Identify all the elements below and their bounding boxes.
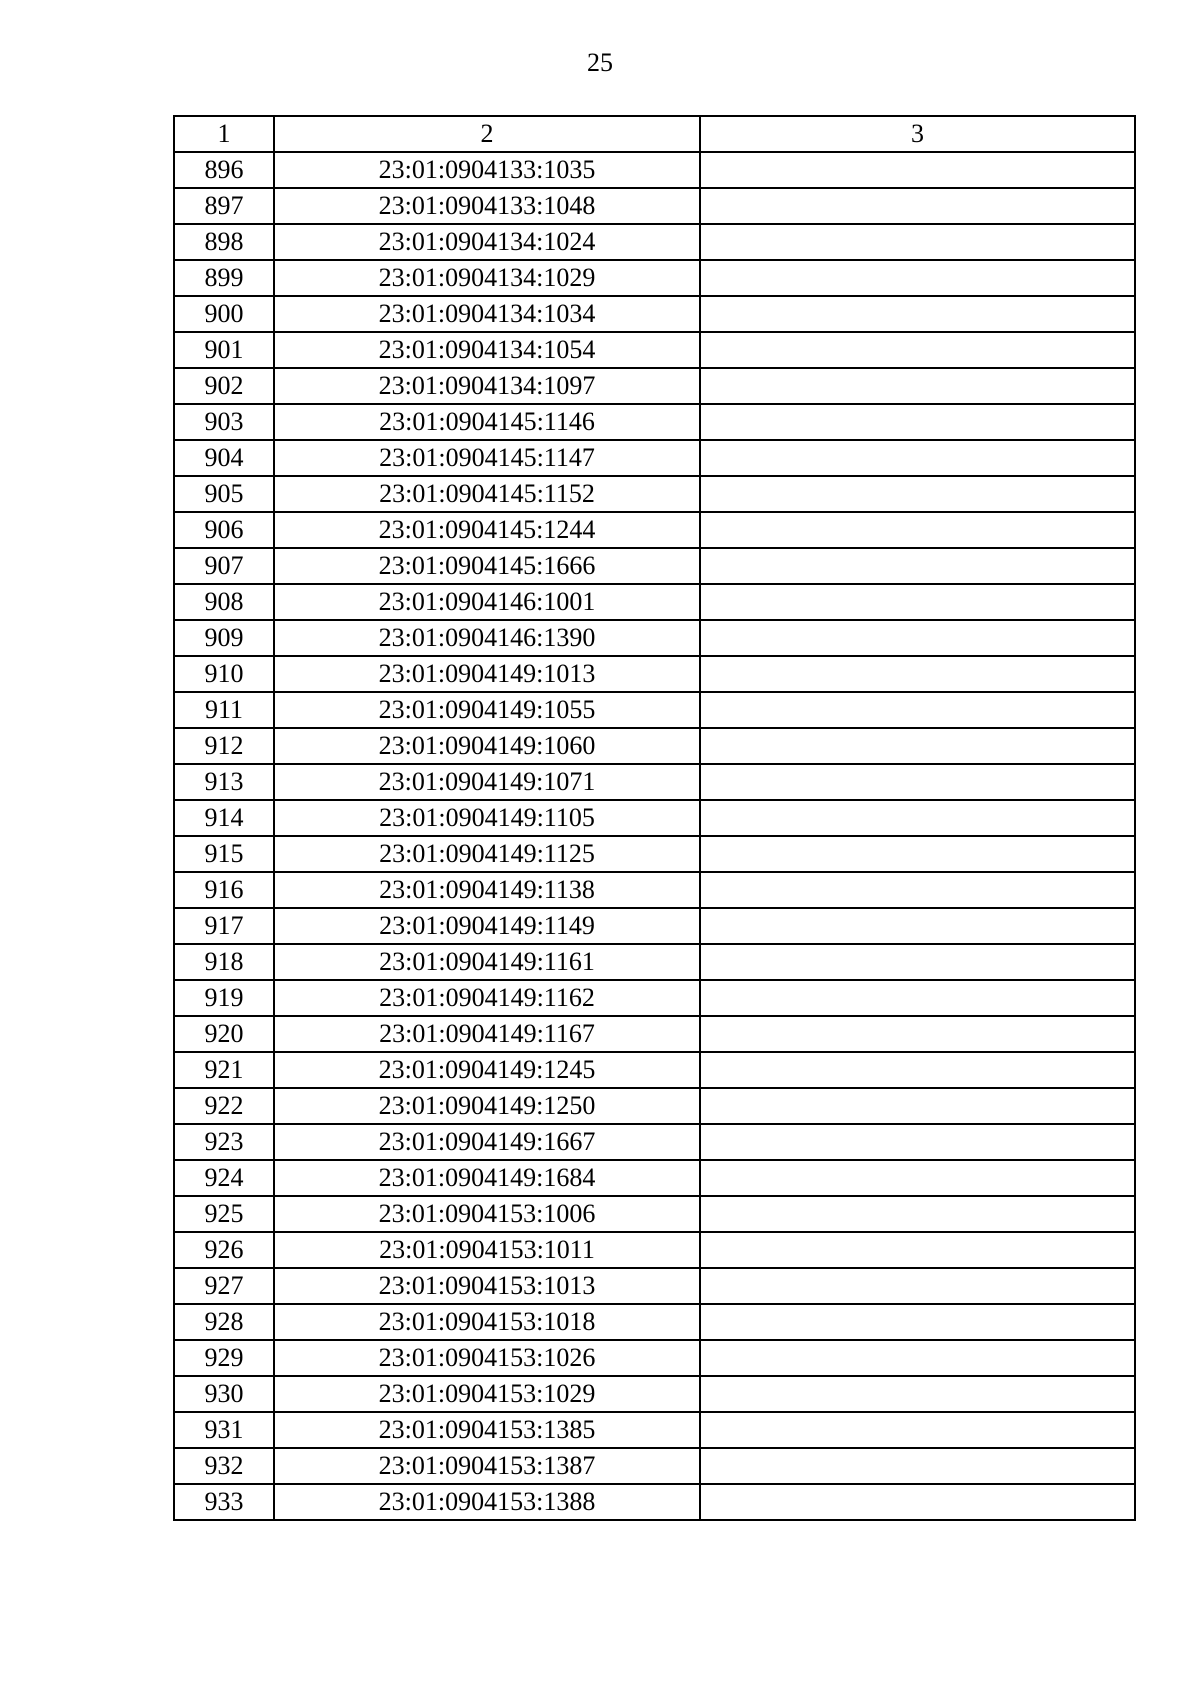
cadastral-number-cell: 23:01:0904145:1244 <box>274 512 700 548</box>
cadastral-number-cell: 23:01:0904153:1006 <box>274 1196 700 1232</box>
row-number-cell: 908 <box>174 584 274 620</box>
cadastral-number-cell: 23:01:0904149:1071 <box>274 764 700 800</box>
table-row <box>174 1484 1135 1520</box>
cadastral-number-cell: 23:01:0904149:1167 <box>274 1016 700 1052</box>
table-row <box>174 188 1135 224</box>
note-cell <box>700 332 1135 368</box>
note-cell <box>700 1088 1135 1124</box>
table-row <box>174 1448 1135 1484</box>
cadastral-number-cell: 23:01:0904153:1026 <box>274 1340 700 1376</box>
note-cell <box>700 764 1135 800</box>
note-cell <box>700 1448 1135 1484</box>
table-header <box>174 116 1135 152</box>
table-row <box>174 1412 1135 1448</box>
row-number-cell: 932 <box>174 1448 274 1484</box>
row-number-cell: 900 <box>174 296 274 332</box>
table-row <box>174 1124 1135 1160</box>
note-cell <box>700 1232 1135 1268</box>
table-row <box>174 1340 1135 1376</box>
note-cell <box>700 1376 1135 1412</box>
cadastral-number-cell: 23:01:0904134:1034 <box>274 296 700 332</box>
row-number-cell: 902 <box>174 368 274 404</box>
note-cell <box>700 1412 1135 1448</box>
row-number-cell: 924 <box>174 1160 274 1196</box>
cadastral-number-cell: 23:01:0904149:1684 <box>274 1160 700 1196</box>
row-number-cell: 909 <box>174 620 274 656</box>
note-cell <box>700 296 1135 332</box>
table-row <box>174 1160 1135 1196</box>
header-col-2: 2 <box>274 116 700 152</box>
table-row <box>174 404 1135 440</box>
cadastral-number-cell: 23:01:0904149:1162 <box>274 980 700 1016</box>
cadastral-number-cell: 23:01:0904153:1029 <box>274 1376 700 1412</box>
row-number-cell: 927 <box>174 1268 274 1304</box>
note-cell <box>700 1484 1135 1520</box>
cadastral-number-cell: 23:01:0904146:1001 <box>274 584 700 620</box>
table-row <box>174 260 1135 296</box>
row-number-cell: 906 <box>174 512 274 548</box>
note-cell <box>700 224 1135 260</box>
page-number: 25 <box>587 48 613 77</box>
note-cell <box>700 1160 1135 1196</box>
row-number-cell: 905 <box>174 476 274 512</box>
row-number-cell: 922 <box>174 1088 274 1124</box>
cadastral-number-cell: 23:01:0904149:1013 <box>274 656 700 692</box>
table-row <box>174 908 1135 944</box>
cadastral-number-cell: 23:01:0904153:1013 <box>274 1268 700 1304</box>
table-row <box>174 1016 1135 1052</box>
cadastral-number-cell: 23:01:0904153:1385 <box>274 1412 700 1448</box>
row-number-cell: 926 <box>174 1232 274 1268</box>
table-row <box>174 548 1135 584</box>
note-cell <box>700 1304 1135 1340</box>
note-cell <box>700 548 1135 584</box>
cadastral-number-cell: 23:01:0904133:1035 <box>274 152 700 188</box>
table-row <box>174 512 1135 548</box>
row-number-cell: 897 <box>174 188 274 224</box>
note-cell <box>700 368 1135 404</box>
cadastral-number-cell: 23:01:0904133:1048 <box>274 188 700 224</box>
note-cell <box>700 584 1135 620</box>
row-number-cell: 920 <box>174 1016 274 1052</box>
note-cell <box>700 1268 1135 1304</box>
table-row <box>174 1052 1135 1088</box>
note-cell <box>700 1340 1135 1376</box>
row-number-cell: 903 <box>174 404 274 440</box>
cadastral-number-cell: 23:01:0904149:1125 <box>274 836 700 872</box>
row-number-cell: 918 <box>174 944 274 980</box>
note-cell <box>700 1016 1135 1052</box>
cadastral-number-cell: 23:01:0904149:1245 <box>274 1052 700 1088</box>
table-row <box>174 224 1135 260</box>
cadastral-number-cell: 23:01:0904134:1054 <box>274 332 700 368</box>
cadastral-number-cell: 23:01:0904149:1060 <box>274 728 700 764</box>
row-number-cell: 930 <box>174 1376 274 1412</box>
table-row <box>174 980 1135 1016</box>
cadastral-number-cell: 23:01:0904145:1146 <box>274 404 700 440</box>
row-number-cell: 901 <box>174 332 274 368</box>
row-number-cell: 929 <box>174 1340 274 1376</box>
cadastral-number-cell: 23:01:0904153:1388 <box>274 1484 700 1520</box>
cadastral-number-cell: 23:01:0904149:1250 <box>274 1088 700 1124</box>
note-cell <box>700 944 1135 980</box>
note-cell <box>700 512 1135 548</box>
table-row <box>174 656 1135 692</box>
table-row <box>174 620 1135 656</box>
cadastral-number-cell: 23:01:0904153:1018 <box>274 1304 700 1340</box>
table-row <box>174 1376 1135 1412</box>
row-number-cell: 907 <box>174 548 274 584</box>
cadastral-number-cell: 23:01:0904134:1024 <box>274 224 700 260</box>
note-cell <box>700 728 1135 764</box>
cadastral-number-cell: 23:01:0904149:1105 <box>274 800 700 836</box>
table-row <box>174 1196 1135 1232</box>
table-row <box>174 1304 1135 1340</box>
note-cell <box>700 1124 1135 1160</box>
table-row <box>174 1088 1135 1124</box>
cadastral-number-cell: 23:01:0904145:1152 <box>274 476 700 512</box>
row-number-cell: 923 <box>174 1124 274 1160</box>
row-number-cell: 911 <box>174 692 274 728</box>
header-col-3: 3 <box>700 116 1135 152</box>
table-row <box>174 692 1135 728</box>
table-row <box>174 800 1135 836</box>
table-row <box>174 872 1135 908</box>
note-cell <box>700 188 1135 224</box>
row-number-cell: 917 <box>174 908 274 944</box>
note-cell <box>700 152 1135 188</box>
row-number-cell: 921 <box>174 1052 274 1088</box>
cadastral-number-cell: 23:01:0904134:1097 <box>274 368 700 404</box>
cadastral-number-cell: 23:01:0904146:1390 <box>274 620 700 656</box>
header-col-1: 1 <box>174 116 274 152</box>
note-cell <box>700 836 1135 872</box>
register-table <box>173 115 1136 1521</box>
row-number-cell: 913 <box>174 764 274 800</box>
row-number-cell: 928 <box>174 1304 274 1340</box>
cadastral-number-cell: 23:01:0904153:1011 <box>274 1232 700 1268</box>
note-cell <box>700 404 1135 440</box>
table-row <box>174 368 1135 404</box>
cadastral-number-cell: 23:01:0904149:1055 <box>274 692 700 728</box>
note-cell <box>700 800 1135 836</box>
row-number-cell: 933 <box>174 1484 274 1520</box>
note-cell <box>700 908 1135 944</box>
table-row <box>174 944 1135 980</box>
row-number-cell: 912 <box>174 728 274 764</box>
row-number-cell: 925 <box>174 1196 274 1232</box>
row-number-cell: 914 <box>174 800 274 836</box>
row-number-cell: 931 <box>174 1412 274 1448</box>
cadastral-number-cell: 23:01:0904149:1667 <box>274 1124 700 1160</box>
note-cell <box>700 476 1135 512</box>
note-cell <box>700 620 1135 656</box>
table-row <box>174 584 1135 620</box>
note-cell <box>700 980 1135 1016</box>
table-row <box>174 476 1135 512</box>
row-number-cell: 915 <box>174 836 274 872</box>
cadastral-number-cell: 23:01:0904149:1161 <box>274 944 700 980</box>
note-cell <box>700 656 1135 692</box>
table-row <box>174 836 1135 872</box>
row-number-cell: 896 <box>174 152 274 188</box>
table-row <box>174 296 1135 332</box>
row-number-cell: 919 <box>174 980 274 1016</box>
table-row <box>174 152 1135 188</box>
row-number-cell: 904 <box>174 440 274 476</box>
note-cell <box>700 1052 1135 1088</box>
cadastral-number-cell: 23:01:0904134:1029 <box>274 260 700 296</box>
table-row <box>174 728 1135 764</box>
row-number-cell: 899 <box>174 260 274 296</box>
header-row <box>174 116 1135 152</box>
cadastral-number-cell: 23:01:0904149:1138 <box>274 872 700 908</box>
table-row <box>174 764 1135 800</box>
table-row <box>174 332 1135 368</box>
table-row <box>174 440 1135 476</box>
row-number-cell: 910 <box>174 656 274 692</box>
note-cell <box>700 1196 1135 1232</box>
table-row <box>174 1268 1135 1304</box>
row-number-cell: 916 <box>174 872 274 908</box>
table-row <box>174 1232 1135 1268</box>
cadastral-number-cell: 23:01:0904145:1666 <box>274 548 700 584</box>
note-cell <box>700 260 1135 296</box>
cadastral-number-cell: 23:01:0904149:1149 <box>274 908 700 944</box>
note-cell <box>700 872 1135 908</box>
cadastral-number-cell: 23:01:0904153:1387 <box>274 1448 700 1484</box>
cadastral-number-cell: 23:01:0904145:1147 <box>274 440 700 476</box>
note-cell <box>700 440 1135 476</box>
row-number-cell: 898 <box>174 224 274 260</box>
table-body <box>174 152 1135 1520</box>
note-cell <box>700 692 1135 728</box>
